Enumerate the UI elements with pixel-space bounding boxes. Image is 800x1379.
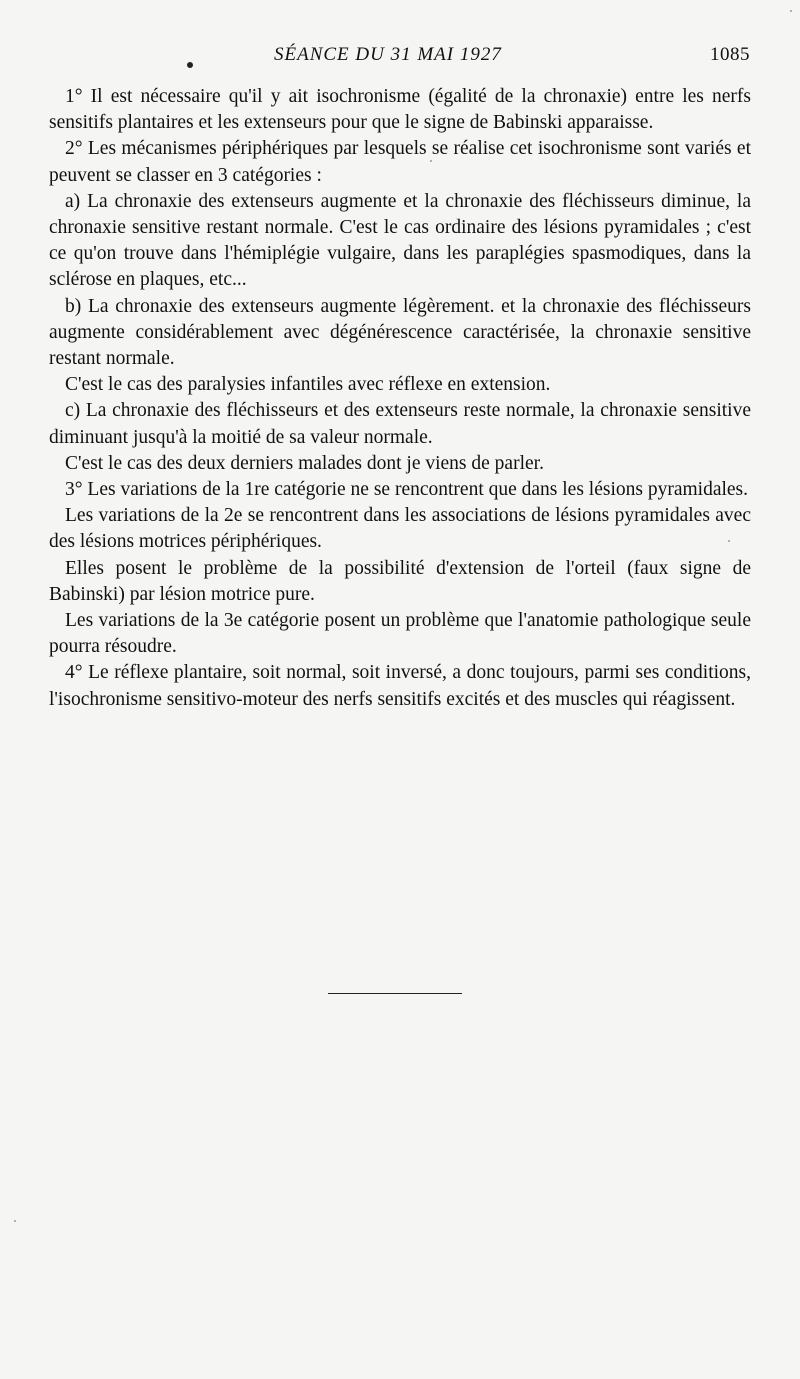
paper-speck xyxy=(430,160,432,162)
paragraph-variations-3: Les variations de la 3e catégorie posent un problème que l'anatomie pathologique seule pourra résoudre. xyxy=(49,610,751,658)
page-header xyxy=(62,44,752,72)
paragraph-conclusion-4: 4° Le réflexe plantaire, soit normal, soit inversé, a donc toujours, parmi ses conditions, l'isochronisme sensitivo-moteur des nerfs sensitifs excités et des muscles qui réagissent. xyxy=(49,662,751,710)
paper-speck xyxy=(14,1220,16,1222)
running-head: SÉANCE DU 31 MAI 1927 xyxy=(274,44,502,65)
article-body xyxy=(49,84,751,713)
paragraph-conclusion-2: 2° Les mécanismes périphériques par lesquels se réalise cet isochronisme sont variés et peuvent se classer en 3 catégories : xyxy=(49,138,751,186)
paragraph-category-c-case: C'est le cas des deux derniers malades dont je viens de parler. xyxy=(65,452,544,474)
paper-speck xyxy=(790,10,792,12)
paragraph-conclusion-1: 1° Il est nécessaire qu'il y ait isochronisme (égalité de la chronaxie) entre les nerfs sensitifs plantaires et les extenseurs pour que le signe de Babinski apparaisse. xyxy=(49,86,751,134)
end-rule xyxy=(328,993,462,994)
paragraph-category-b: b) La chronaxie des extenseurs augmente légèrement. et la chronaxie des fléchisseurs augmente considérablement avec dégénérescence caractérisée, la chronaxie sensitive restant normale. xyxy=(49,295,751,370)
paper-speck xyxy=(728,540,730,542)
ink-dot-mark xyxy=(187,62,193,68)
paragraph-conclusion-3: 3° Les variations de la 1re catégorie ne se rencontrent que dans les lésions pyramidales. xyxy=(65,479,749,501)
paragraph-category-a: a) La chronaxie des extenseurs augmente et la chronaxie des fléchisseurs diminue, la chronaxie sensitive restant normale. C'est le cas ordinaire des lésions pyramidales ; c'est ce qu'on trouve dans l'hémiplégie vulgaire, dans les paraplégies spasmodiques, dans la sclérose en plaques, etc... xyxy=(49,190,751,291)
paragraph-category-c: c) La chronaxie des fléchisseurs et des extenseurs reste normale, la chronaxie sensitive diminuant jusqu'à la moitié de sa valeur normale. xyxy=(49,400,751,448)
paragraph-faux-babinski: Elles posent le problème de la possibilité d'extension de l'orteil (faux signe de Babinski) par lésion motrice pure. xyxy=(49,557,751,605)
page-number: 1085 xyxy=(710,44,750,65)
paragraph-category-b-case: C'est le cas des paralysies infantiles avec réflexe en extension. xyxy=(65,374,551,396)
paragraph-variations-2: Les variations de la 2e se rencontrent dans les associations de lésions pyramidales avec des lésions motrices périphériques. xyxy=(49,505,751,553)
